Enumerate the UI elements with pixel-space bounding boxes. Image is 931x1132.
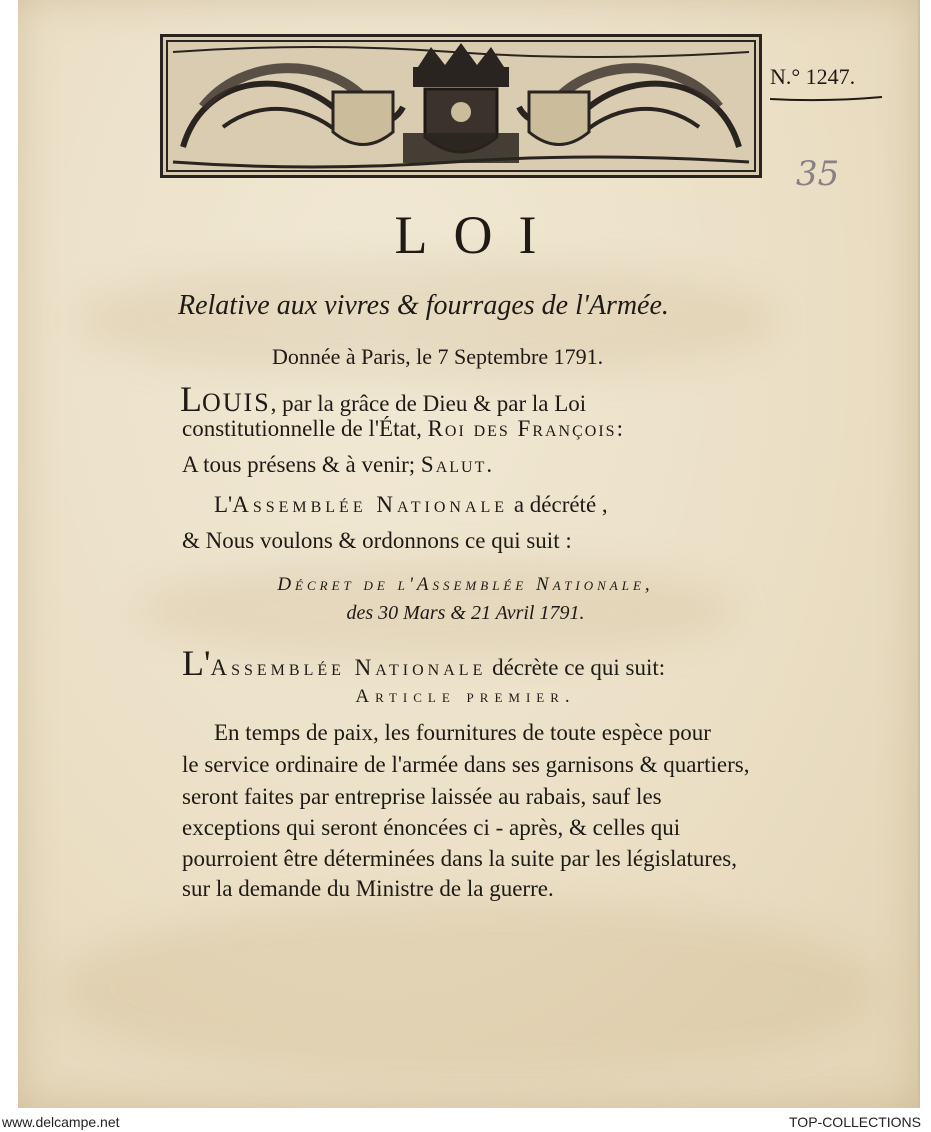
article-heading: Article premier. xyxy=(355,686,576,707)
engraved-header-vignette xyxy=(160,34,762,178)
assembly-name: Assemblée Nationale xyxy=(232,492,509,517)
article-line: sur la demande du Ministre de la guerre. xyxy=(182,876,554,901)
preamble-smallcaps: Salut xyxy=(420,452,487,477)
watermark-left: www.delcampe.net xyxy=(2,1114,120,1130)
article-line: pourroient être déterminées dans la suite par les législatures, xyxy=(182,846,737,871)
preamble-line-3 xyxy=(182,452,492,478)
preamble-line-2 xyxy=(182,416,623,442)
preamble-punct: : xyxy=(616,416,623,441)
paper-stain xyxy=(58,900,878,1080)
watermark-right: TOP-COLLECTIONS xyxy=(789,1114,921,1130)
assembly-name: Assemblée Nationale xyxy=(210,655,487,680)
margin-note: 35 xyxy=(796,154,840,194)
preamble-punct: . xyxy=(486,452,493,477)
article-line: seront faites par entreprise laissée au rabais, sauf les xyxy=(182,784,662,809)
preamble-text: , par la grâce de Dieu & par la Loi xyxy=(270,391,587,416)
decree-dates: des 30 Mars & 21 Avril 1791. xyxy=(346,602,585,624)
assembly-prefix: L' xyxy=(214,492,233,517)
preamble-line-1 xyxy=(180,378,586,420)
document-number: N.° 1247. xyxy=(770,64,856,89)
decree-intro-text: décrète ce qui suit: xyxy=(486,655,666,680)
assembly-line-1 xyxy=(214,492,608,518)
preamble-smallcaps: Roi des François xyxy=(427,416,617,441)
number-underline xyxy=(770,96,882,102)
decree-intro xyxy=(182,642,665,684)
king-name: OUIS xyxy=(202,388,271,417)
article-line: En temps de paix, les fournitures de toute espèce pour xyxy=(214,720,711,745)
article-line: exceptions qui seront énoncées ci - après, & celles qui xyxy=(182,815,681,840)
assembly-line-2: & Nous voulons & ordonnons ce qui suit : xyxy=(182,528,572,553)
page-subtitle: Relative aux vivres & fourrages de l'Armée. xyxy=(178,290,669,321)
page-title: LOI xyxy=(394,205,563,265)
royal-arms-icon xyxy=(163,37,759,175)
article-line: le service ordinaire de l'armée dans ses garnisons & quartiers, xyxy=(182,752,750,777)
preamble-text: constitutionnelle de l'État, xyxy=(182,416,428,441)
drop-cap: L' xyxy=(182,643,211,683)
date-line: Donnée à Paris, le 7 Septembre 1791. xyxy=(272,344,604,369)
preamble-text: A tous présens & à venir; xyxy=(182,452,421,477)
decree-title: Décret de l'Assemblée Nationale, xyxy=(277,574,654,595)
drop-cap: L xyxy=(180,379,202,419)
assembly-text: a décrété , xyxy=(508,492,608,517)
